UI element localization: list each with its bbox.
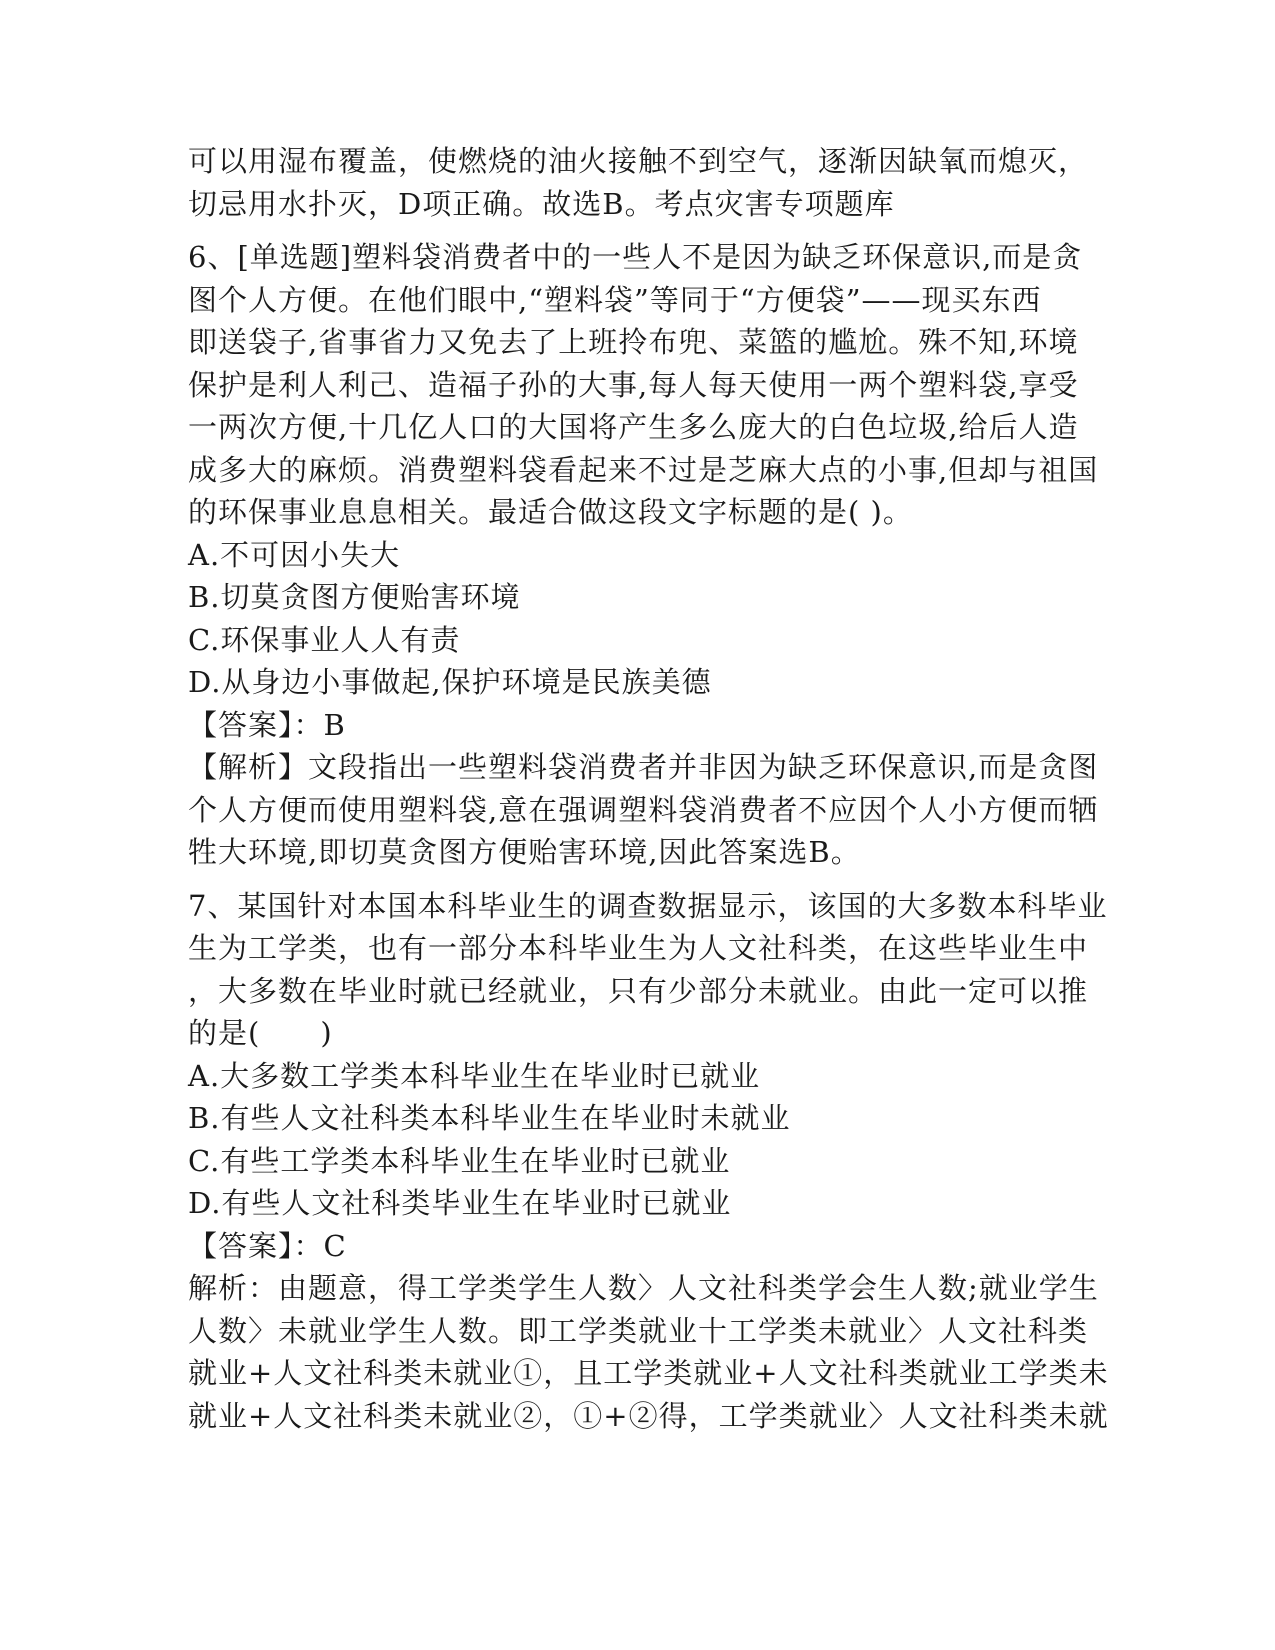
question-7-answer: 【答案】：C — [188, 1228, 347, 1263]
stem-line: 一两次方便,十几亿人口的大国将产生多么庞大的白色垃圾,给后人造 — [188, 410, 1079, 444]
page-content — [188, 140, 1109, 1437]
question-6-analysis — [188, 746, 1099, 874]
stem-line: 的环保事业息息相关。最适合做这段文字标题的是( )。 — [188, 495, 913, 529]
question-7-stem — [188, 885, 1108, 1055]
question-6-options — [188, 534, 1088, 704]
question-6 — [188, 236, 1099, 874]
stem-line: 7、某国针对本国本科毕业生的调查数据显示，该国的大多数本科毕业 — [188, 888, 1108, 923]
question-7-options — [188, 1055, 1088, 1225]
analysis-line: 解析：由题意，得工学类学生人数〉人文社科类学会生人数;就业学生 — [188, 1271, 1099, 1305]
text-line: 切忌用水扑灭，D项正确。故选B。考点灾害专项题库 — [188, 186, 895, 221]
analysis-line: 就业+人文社科类未就业②，①+②得，工学类就业〉人文社科类未就 — [188, 1398, 1109, 1433]
question-7-analysis — [188, 1267, 1109, 1437]
option-a: A.不可因小失大 — [188, 537, 401, 572]
option-b: B.切莫贪图方便贻害环境 — [188, 580, 521, 614]
question-6-answer: 【答案】：B — [188, 707, 346, 742]
question-7 — [188, 885, 1109, 1438]
question-6-stem — [188, 236, 1099, 534]
analysis-line: 就业+人文社科类未就业①，且工学类就业+人文社科类就业工学类未 — [188, 1356, 1109, 1390]
analysis-line: 【解析】文段指出一些塑料袋消费者并非因为缺乏环保意识,而是贪图 — [188, 750, 1099, 784]
analysis-line: 人数〉未就业学生人数。即工学类就业十工学类未就业〉人文社科类 — [188, 1313, 1089, 1348]
stem-line: 保护是利人利己、造福子孙的大事,每人每天使用一两个塑料袋,享受 — [188, 367, 1079, 402]
option-a: A.大多数工学类本科毕业生在毕业时已就业 — [188, 1058, 761, 1093]
option-b: B.有些人文社科类本科毕业生在毕业时未就业 — [188, 1101, 791, 1135]
analysis-line: 牲大环境,即切莫贪图方便贻害环境,因此答案选B。 — [188, 835, 861, 869]
option-c: C.环保事业人人有责 — [188, 622, 461, 657]
option-d: D.有些人文社科类毕业生在毕业时已就业 — [188, 1186, 732, 1220]
paragraph-gap — [188, 225, 1088, 236]
stem-line: 的是( ) — [188, 1016, 333, 1050]
paragraph-gap — [188, 874, 1088, 885]
previous-explanation-tail — [188, 140, 1088, 225]
stem-line: 成多大的麻烦。消费塑料袋看起来不过是芝麻大点的小事,但却与祖国 — [188, 452, 1099, 487]
option-d: D.从身边小事做起,保护环境是民族美德 — [188, 665, 712, 699]
stem-line: ，大多数在毕业时就已经就业，只有少部分未就业。由此一定可以推 — [188, 973, 1089, 1008]
option-c: C.有些工学类本科毕业生在毕业时已就业 — [188, 1143, 731, 1178]
stem-line: 生为工学类，也有一部分本科毕业生为人文社科类，在这些毕业生中 — [188, 931, 1089, 965]
stem-line: 图个人方便。在他们眼中,“塑料袋”等同于“方便袋”——现买东西 — [188, 282, 1042, 317]
analysis-line: 个人方便而使用塑料袋,意在强调塑料袋消费者不应因个人小方便而牺 — [188, 792, 1099, 827]
stem-line: 6、[单选题]塑料袋消费者中的一些人不是因为缺乏环保意识,而是贪 — [188, 240, 1083, 274]
stem-line: 即送袋子,省事省力又免去了上班拎布兜、菜篮的尴尬。殊不知,环境 — [188, 325, 1079, 359]
text-line: 可以用湿布覆盖，使燃烧的油火接触不到空气，逐渐因缺氧而熄灭， — [188, 144, 1089, 178]
